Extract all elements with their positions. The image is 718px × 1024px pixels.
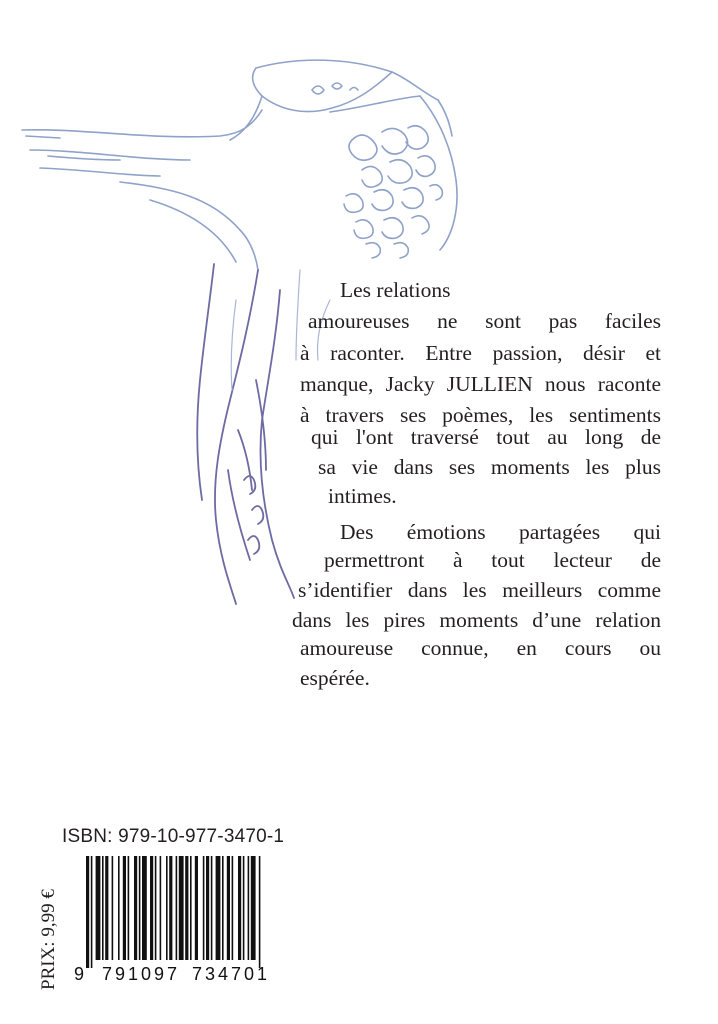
blurb-line: intimes. xyxy=(328,484,397,508)
blurb-line: qui l'ont traversé tout au long de xyxy=(311,425,661,449)
barcode-bar xyxy=(206,856,209,960)
barcode-bar xyxy=(243,856,245,960)
barcode-bar xyxy=(134,856,137,960)
blurb-line: s’identifier dans les meilleurs comme xyxy=(298,578,661,602)
barcode-bar xyxy=(203,856,205,960)
barcode-bar xyxy=(216,856,221,960)
blurb-line: à raconter. Entre passion, désir et xyxy=(300,341,661,365)
barcode-bar xyxy=(155,856,157,960)
barcode-bar xyxy=(211,856,213,960)
barcode-bar xyxy=(248,856,250,960)
barcode-bar xyxy=(128,856,130,960)
barcode-bar xyxy=(118,856,120,960)
barcode-bar xyxy=(112,856,114,960)
barcode-bar xyxy=(169,856,172,960)
blurb-line: sa vie dans ses moments les plus xyxy=(318,455,661,479)
barcode-digits-left: 791097 xyxy=(102,964,181,984)
barcode-bar xyxy=(96,856,101,960)
blurb-line: permettront à tout lecteur de xyxy=(324,548,661,572)
barcode-bar xyxy=(86,856,89,968)
barcode-bar xyxy=(259,856,261,968)
blurb-line: Des émotions partagées qui xyxy=(340,520,661,544)
barcode-bar xyxy=(166,856,168,960)
barcode-digit-first: 9 xyxy=(74,964,85,984)
barcode-bar xyxy=(142,856,147,960)
barcode-bar xyxy=(185,856,188,960)
barcode-bar xyxy=(139,856,141,960)
barcode-graphic xyxy=(74,856,288,986)
blurb-line: espérée. xyxy=(300,666,370,690)
barcode-digits-right: 734701 xyxy=(192,964,271,984)
barcode-bar xyxy=(176,856,178,960)
blurb-line: manque, Jacky JULLIEN nous raconte xyxy=(300,372,661,396)
barcode-bar xyxy=(232,856,234,960)
barcode-bar xyxy=(102,856,104,960)
barcode-bar xyxy=(105,856,108,960)
blurb-line: amoureuses ne sont pas faciles xyxy=(308,309,661,333)
barcode-bar xyxy=(91,856,93,968)
blurb-line: dans les pires moments d’une relation xyxy=(292,608,661,632)
blurb-line: à travers ses poèmes, les sentiments xyxy=(300,403,661,427)
barcode-bar xyxy=(179,856,184,960)
blurb-line: amoureuse connue, en cours ou xyxy=(300,636,661,660)
price-label: PRIX: 9,99 € xyxy=(38,889,59,990)
barcode-bar xyxy=(195,856,198,960)
barcode-bar xyxy=(238,856,241,960)
barcode-bar xyxy=(123,856,126,960)
blurb-line: Les relations xyxy=(340,278,451,302)
barcode-bar xyxy=(222,856,224,960)
barcode-bar xyxy=(150,856,153,960)
barcode-bar xyxy=(227,856,230,960)
isbn-label: ISBN: 979-10-977-3470-1 xyxy=(62,826,285,847)
barcode-bar xyxy=(251,856,256,960)
barcode-bar xyxy=(190,856,192,960)
barcode-bar xyxy=(160,856,162,960)
